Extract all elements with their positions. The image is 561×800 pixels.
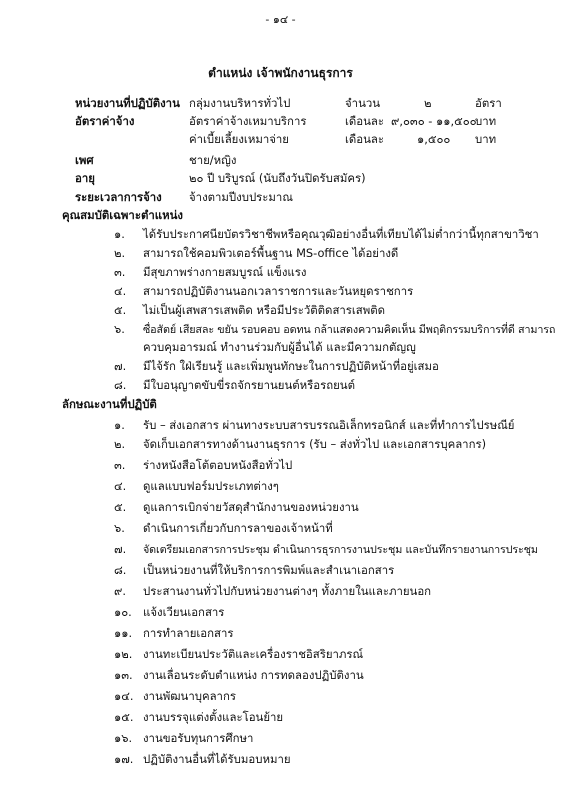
qualification-number: ๕. xyxy=(114,303,127,317)
duty-text: รับ – ส่งเอกสาร ผ่านทางระบบสารบรรณอิเล็กทรอนิกส์ และที่ทำการไปรษณีย์ xyxy=(143,418,515,432)
wage-item: อัตราค่าจ้างเหมาบริการ xyxy=(189,114,307,128)
duty-number: ๔. xyxy=(114,479,127,493)
duty-number: ๘. xyxy=(114,563,127,577)
qualification-number: ๖. xyxy=(114,322,125,336)
qualification-number: ๑. xyxy=(114,227,125,241)
count-label: จำนวน xyxy=(345,96,381,110)
duty-text: แจ้งเวียนเอกสาร xyxy=(143,605,225,619)
allowance-item: ค่าเบี้ยเลี้ยงเหมาจ่าย xyxy=(189,132,289,146)
wage-label: อัตราค่าจ้าง xyxy=(75,114,135,128)
duty-text: ดูแลการเบิกจ่ายวัสดุสำนักงานของหน่วยงาน xyxy=(143,500,359,514)
duty-text: งานขอรับทุนการศึกษา xyxy=(143,731,254,745)
sex-value: ชาย/หญิง xyxy=(189,153,237,167)
sex-label: เพศ xyxy=(75,153,94,167)
duty-text: จัดเตรียมเอกสารการประชุม ดำเนินการธุรการงานประชุม และบันทึกรายงานการประชุม xyxy=(143,543,538,556)
duty-text: งานพัฒนาบุคลากร xyxy=(143,689,236,703)
duty-text: ประสานงานทั่วไปกับหน่วยงานต่างๆ ทั้งภายในและภายนอก xyxy=(143,584,432,598)
duty-text: ปฏิบัติงานอื่นที่ได้รับมอบหมาย xyxy=(143,752,291,766)
qualification-text: ไม่เป็นผู้เสพสารเสพติด หรือมีประวัติติดสารเสพติด xyxy=(143,303,386,317)
qualification-text: มีไจ้รัก ใฝ่เรียนรู้ และเพิ่มพูนทักษะในการปฏิบัติหน้าที่อยู่เสมอ xyxy=(143,359,439,373)
duty-number: ๑. xyxy=(114,418,125,432)
age-value: ๒๐ ปี บริบูรณ์ (นับถึงวันปิดรับสมัคร) xyxy=(189,171,366,185)
allowance-unit: บาท xyxy=(475,132,497,146)
count-value: ๒ xyxy=(424,96,432,110)
duty-number: ๑๑. xyxy=(114,626,133,640)
qualification-number: ๒. xyxy=(114,246,126,260)
qualification-number: ๓. xyxy=(114,265,126,279)
allowance-period: เดือนละ xyxy=(345,132,385,146)
duty-text: ดำเนินการเกี่ยวกับการลาของเจ้าหน้าที่ xyxy=(143,521,333,535)
duty-number: ๒. xyxy=(114,437,126,451)
duty-text: ดูแลแบบฟอร์มประเภทต่างๆ xyxy=(143,479,279,493)
qualification-number: ๔. xyxy=(114,284,127,298)
duty-text: งานทะเบียนประวัติและเครื่องราชอิสริยาภรณ์ xyxy=(143,647,364,661)
wage-period: เดือนละ xyxy=(345,114,385,128)
duties-heading: ลักษณะงานที่ปฏิบัติ xyxy=(62,397,157,411)
allowance-amount: ๑,๕๐๐ xyxy=(417,132,451,146)
qualification-number: ๘. xyxy=(114,378,127,392)
duty-text: การทำลายเอกสาร xyxy=(143,626,234,640)
duty-text: งานเลื่อนระดับตำแหน่ง การทดลองปฏิบัติงาน xyxy=(143,668,364,682)
duty-number: ๖. xyxy=(114,521,125,535)
duty-number: ๑๖. xyxy=(114,731,133,745)
duty-number: ๑๒. xyxy=(114,647,133,661)
duty-number: ๑๕. xyxy=(114,710,134,724)
unit-label: หน่วยงานที่ปฏิบัติงาน xyxy=(75,96,180,110)
document-title: ตำแหน่ง เจ้าพนักงานธุรการ xyxy=(208,66,353,80)
duty-number: ๕. xyxy=(114,500,127,514)
period-label: ระยะเวลาการจ้าง xyxy=(75,190,162,204)
qualifications-heading: คุณสมบัติเฉพาะตำแหน่ง xyxy=(62,208,183,222)
duty-text: จัดเก็บเอกสารทางด้านงานธุรการ (รับ – ส่งทั่วไป และเอกสารบุคลากร) xyxy=(143,437,487,451)
count-unit: อัตรา xyxy=(475,96,502,110)
duty-number: ๑๔. xyxy=(114,689,134,703)
duty-number: ๑๓. xyxy=(114,668,133,682)
duty-number: ๙. xyxy=(114,584,126,598)
qualification-text: ได้รับประกาศนียบัตรวิชาชีพหรือคุณวุฒิอย่างอื่นที่เทียบได้ไม่ต่ำกว่านี้ทุกสาขาวิชา xyxy=(143,227,539,241)
duty-number: ๑๗. xyxy=(114,752,134,766)
qualification-text: ซื่อสัตย์ เสียสละ ขยัน รอบคอบ อดทน กล้าแสดงความคิดเห็น มีพฤติกรรมบริการที่ดี สามารถ xyxy=(143,323,556,336)
page-number: - ๑๔ - xyxy=(265,13,296,26)
age-label: อายุ xyxy=(75,171,95,185)
duty-number: ๓. xyxy=(114,458,126,472)
qualification-text: มีใบอนุญาตขับขี่รถจักรยานยนต์หรือรถยนต์ xyxy=(143,378,355,392)
wage-amount: ๙,๐๓๐ - ๑๑,๕๐๐ xyxy=(391,114,477,128)
qualification-text-continued: ควบคุมอารมณ์ ทำงานร่วมกับผู้อื่นได้ และมีความกตัญญู xyxy=(143,340,416,354)
qualification-text: สามารถใช้คอมพิวเตอร์พื้นฐาน MS-office ได้อย่างดี xyxy=(143,246,399,260)
qualification-text: มีสุขภาพร่างกายสมบูรณ์ แข็งแรง xyxy=(143,265,307,279)
period-value: จ้างตามปีงบประมาณ xyxy=(189,190,293,204)
unit-value: กลุ่มงานบริหารทั่วไป xyxy=(189,96,291,110)
duty-number: ๑๐. xyxy=(114,605,132,619)
qualification-number: ๗. xyxy=(114,359,127,373)
duty-number: ๗. xyxy=(114,542,127,556)
duty-text: เป็นหน่วยงานที่ให้บริการการพิมพ์และสำเนาเอกสาร xyxy=(143,563,395,577)
qualification-text: สามารถปฏิบัติงานนอกเวลาราชการและวันหยุดราชการ xyxy=(143,284,414,298)
duty-text: งานบรรจุแต่งตั้งและโอนย้าย xyxy=(143,710,284,724)
wage-unit: บาท xyxy=(475,114,497,128)
duty-text: ร่างหนังสือโต้ตอบหนังสือทั่วไป xyxy=(143,458,293,472)
